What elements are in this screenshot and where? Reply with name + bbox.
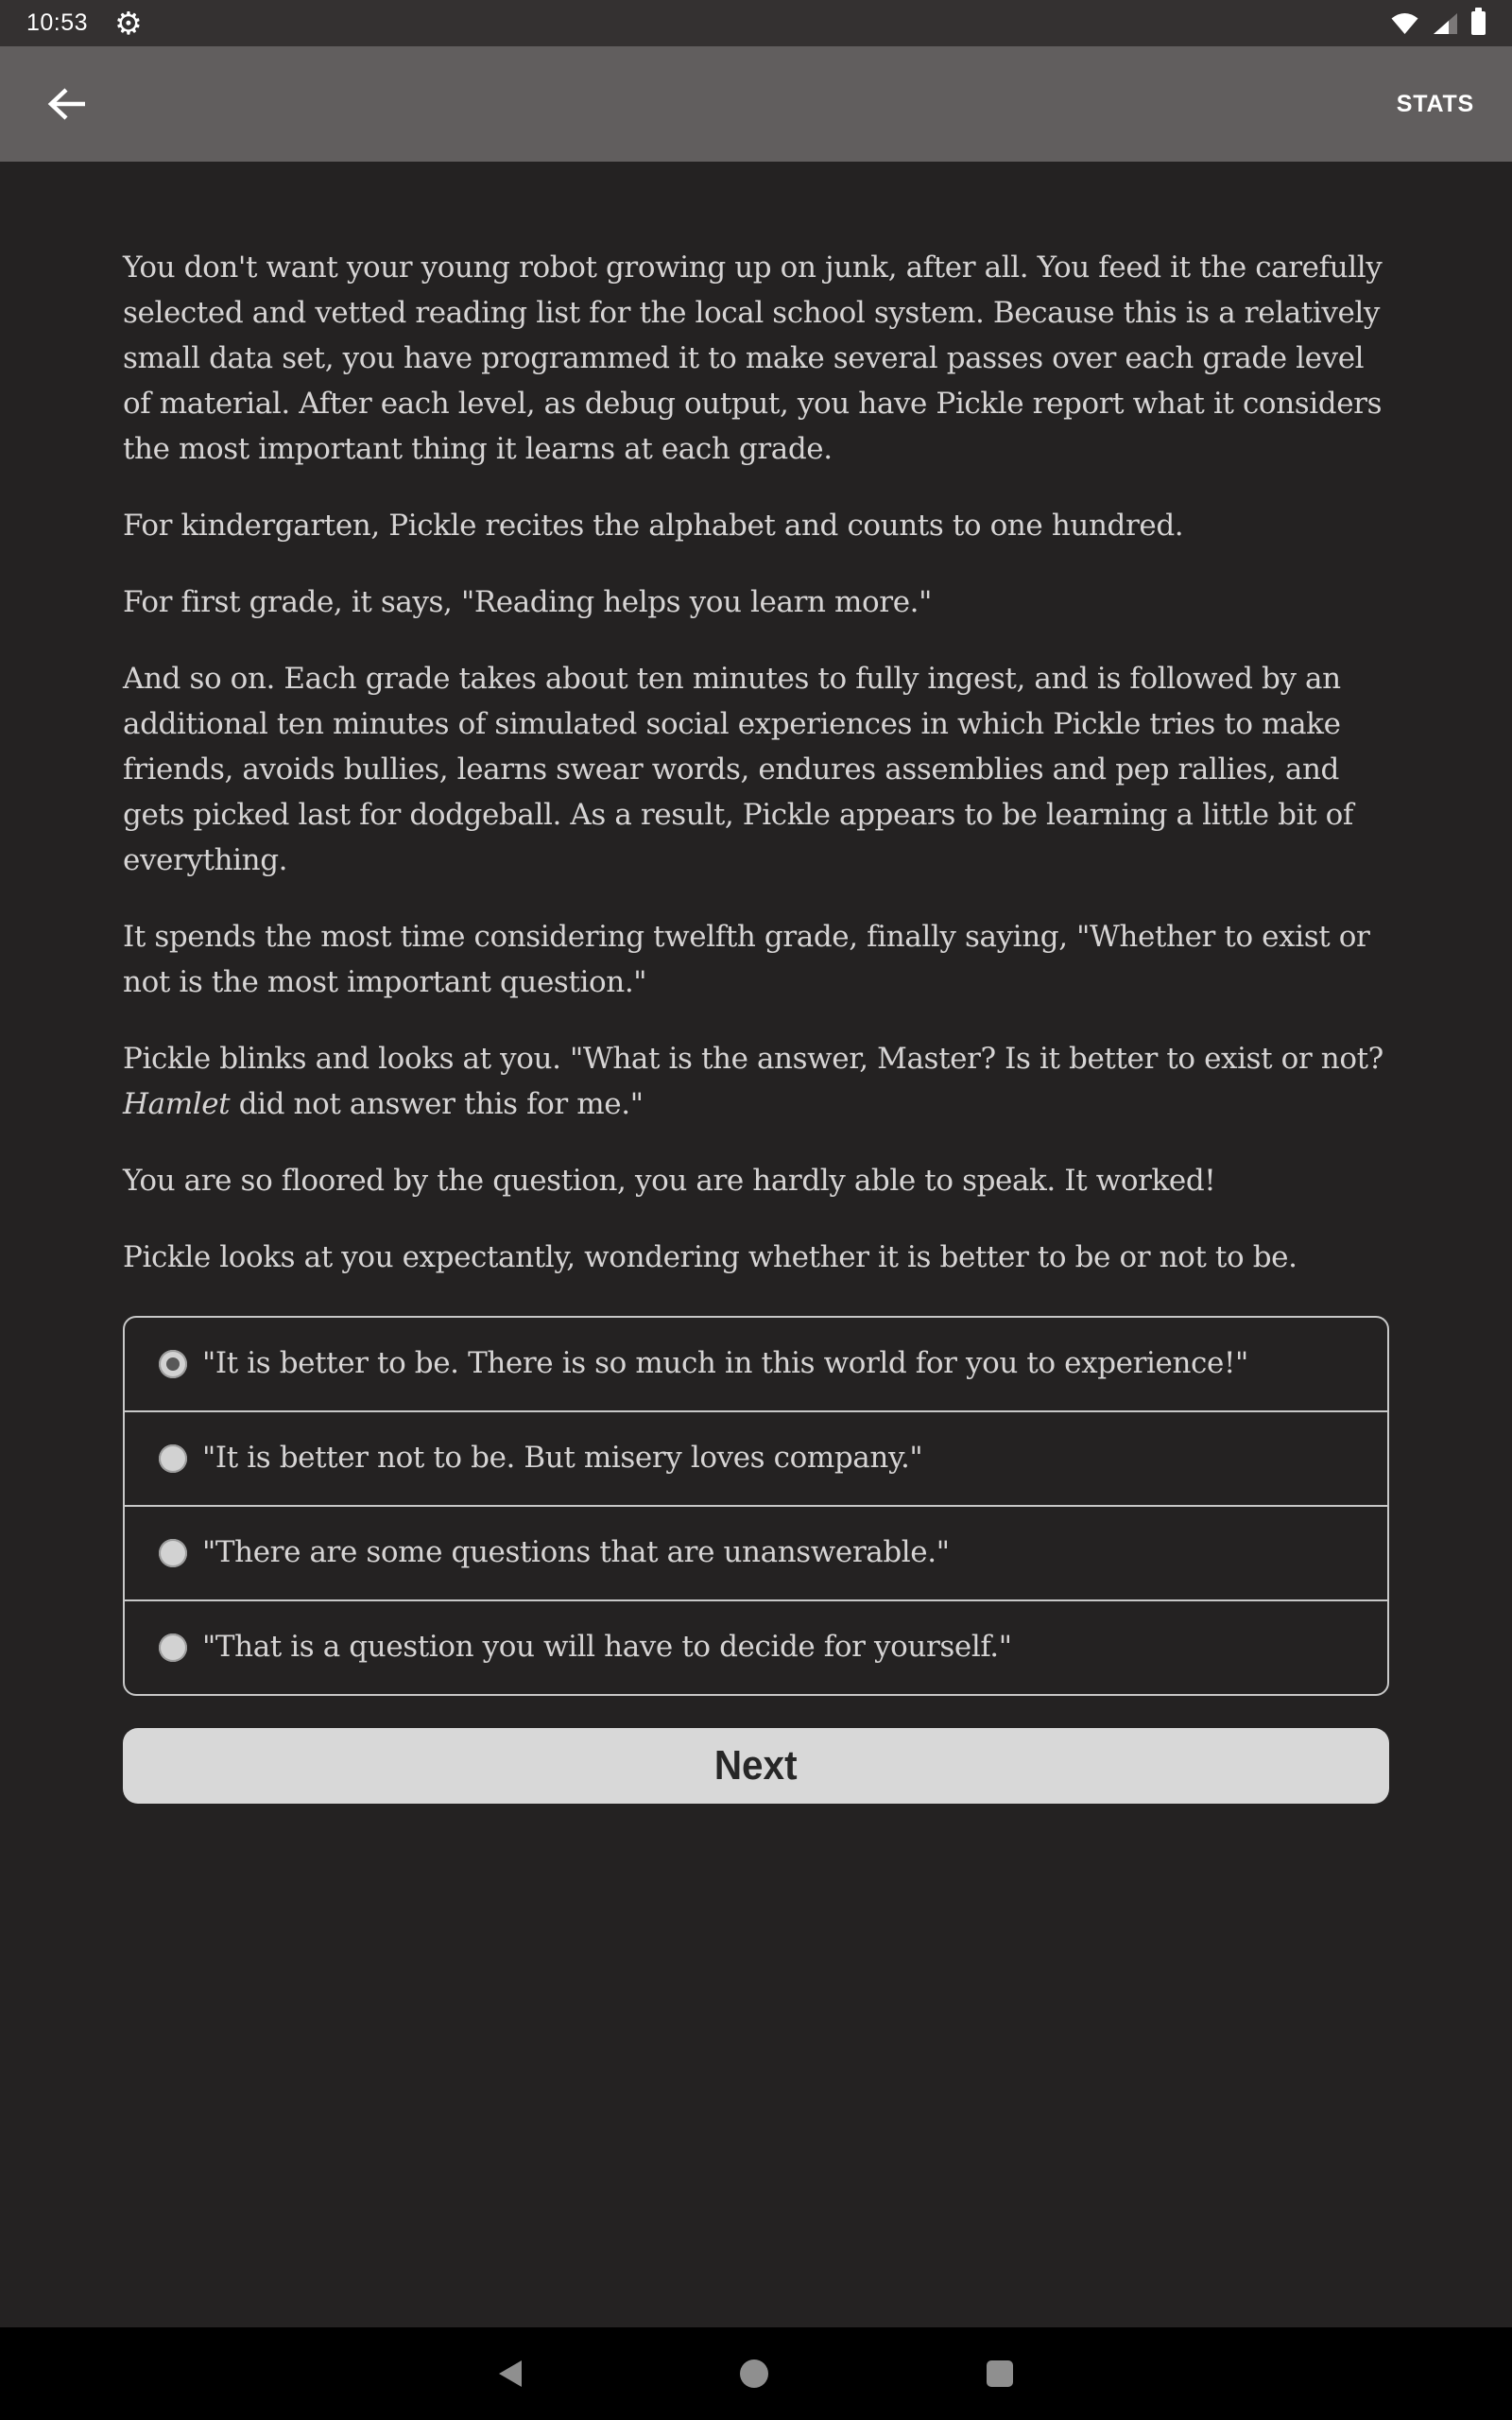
android-nav-bar [0,2327,1512,2420]
choice-option[interactable] [125,1410,1387,1505]
choice-label: "That is a question you will have to decide for yourself." [202,1630,1012,1665]
choice-list [123,1316,1389,1696]
app-bar [0,46,1512,162]
nav-recents-button[interactable] [987,2360,1013,2387]
next-button[interactable] [123,1728,1389,1804]
nav-back-triangle-icon [499,2360,522,2387]
nav-home-circle-icon [740,2360,768,2388]
nav-back-button[interactable] [499,2360,522,2387]
story-paragraph: For first grade, it says, "Reading helps you learn more." [123,585,932,619]
back-button[interactable] [47,87,87,121]
radio-unselected-icon[interactable] [159,1634,187,1662]
story-paragraph: It spends the most time considering twelfth grade, finally saying, "Whether to exist or not is the most important question." [123,920,1370,999]
story-text [123,245,1389,1280]
story-paragraph: For kindergarten, Pickle recites the alphabet and counts to one hundred. [123,509,1184,543]
gear-icon: ⚙ [114,6,143,41]
radio-selected-icon[interactable] [159,1350,187,1378]
choice-option[interactable] [125,1318,1387,1410]
stats-button[interactable]: STATS [1391,90,1480,119]
story-paragraph: And so on. Each grade takes about ten minutes to fully ingest, and is followed by an additional ten minutes of simulated social experiences in which Pickle tries to make friends, avoids bullies, learns swear words, endures assemblies and pep rallies, and gets picked last for dodgeball. As a result, Pickle appears to be learning a little bit of everything. [123,662,1353,877]
next-button-label: Next [714,1742,798,1789]
choice-option[interactable] [125,1599,1387,1694]
story-paragraph: Pickle blinks and looks at you. "What is the answer, Master? Is it better to exist or not? Hamlet did not answer this for me." [123,1042,1383,1121]
radio-unselected-icon[interactable] [159,1539,187,1567]
choice-label: "It is better to be. There is so much in this world for you to experience!" [202,1346,1248,1381]
nav-recents-square-icon [987,2360,1013,2387]
story-content [0,162,1512,2327]
choice-label: "It is better not to be. But misery loves company." [202,1441,923,1476]
signal-icon [1434,13,1457,34]
story-paragraph: You don't want your young robot growing up on junk, after all. You feed it the carefully selected and vetted reading list for the local school system. Because this is a relatively small data set, you have programmed it to make several passes over each grade level of material. After each level, as debug output, you have Pickle report what it considers the most important thing it learns at each grade. [123,251,1383,466]
wifi-icon [1390,12,1419,35]
story-paragraph: You are so floored by the question, you are hardly able to speak. It worked! [123,1164,1216,1198]
status-bar-right [1390,11,1486,35]
nav-home-button[interactable] [740,2360,768,2388]
status-bar [0,0,1512,46]
battery-icon [1471,11,1486,35]
status-bar-left [26,8,143,39]
clock: 10:53 [26,9,89,36]
back-arrow-icon [47,87,87,121]
story-paragraph: Pickle looks at you expectantly, wondering whether it is better to be or not to be. [123,1240,1297,1274]
choice-label: "There are some questions that are unanswerable." [202,1535,950,1570]
radio-unselected-icon[interactable] [159,1444,187,1473]
choice-option[interactable] [125,1505,1387,1599]
